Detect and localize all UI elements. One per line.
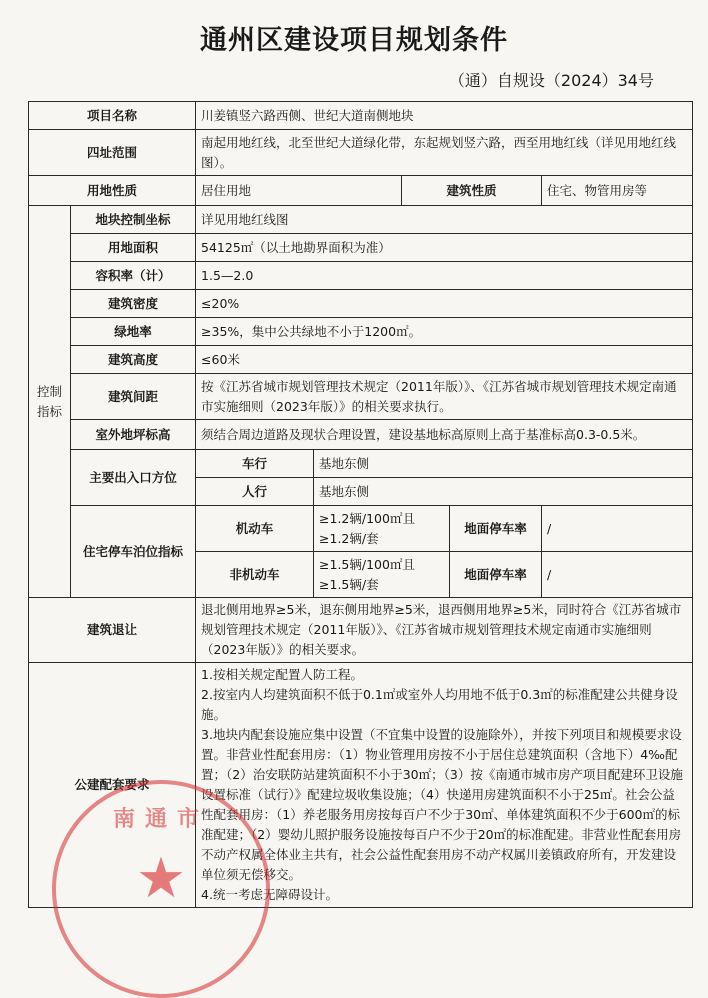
control-item-label: 建筑间距	[71, 374, 196, 420]
non-motor-vehicle-value: ≥1.5辆/100㎡且≥1.5辆/套	[314, 552, 450, 598]
row-control-coordinates	[29, 206, 693, 234]
control-item-value: 须结合周边道路及现状合理设置，建设基地标高原则上高于基准标高0.3-0.5米。	[196, 420, 693, 450]
vehicle-entrance-label: 车行	[196, 450, 314, 478]
facility-item: 3.地块内配套设施应集中设置（不宜集中设置的设施除外），并按下列项目和规模要求设置。非营业性配套用房：（1）物业管理用房按不小于居住总建筑面积（含地下）4‰配置；（2）治安联防站建筑面积不小于30㎡；（3）按《南通市城市房产项目配建环卫设施设置标准（试行）》配建垃圾收集设施；（4）快递用房建筑面积不小于25㎡。社会公益性配套用房：（1）养老服务用房按每百户不少于30㎡、单体建筑面积不少于600㎡的标准配建；（2）婴幼儿照护服务设施按每百户不少于20㎡的标准配建。非营业性配套用房不动产权属全体业主共有，社会公益性配套用房不动产权属川姜镇政府所有，开发建设单位须无偿移交。	[201, 727, 683, 882]
non-motor-vehicle-label: 非机动车	[196, 552, 314, 598]
control-item-value: 详见用地红线图	[196, 206, 693, 234]
row-boundary	[29, 130, 693, 176]
row-land-use	[29, 176, 693, 206]
pedestrian-entrance-value: 基地东侧	[314, 478, 693, 506]
parking-label: 住宅停车泊位指标	[71, 506, 196, 598]
setback-label: 建筑退让	[29, 598, 196, 663]
control-item-value: ≤20%	[196, 290, 693, 318]
row-building-height	[29, 346, 693, 374]
row-facilities	[29, 663, 693, 908]
nonmotor-ground-parking-label: 地面停车率	[450, 552, 542, 598]
row-parking-motor	[29, 506, 693, 552]
facilities-label: 公建配套要求	[29, 663, 196, 908]
row-far	[29, 262, 693, 290]
control-item-label: 建筑高度	[71, 346, 196, 374]
boundary-label: 四址范围	[29, 130, 196, 176]
setback-value: 退北侧用地界≥5米，退东侧用地界≥5米，退西侧用地界≥5米，同时符合《江苏省城市规划管理技术规定（2011年版）》、《江苏省城市规划管理技术规定南通市实施细则（2023年版）》的相关要求。	[196, 598, 693, 663]
control-item-label: 室外地坪标高	[71, 420, 196, 450]
row-project-name	[29, 102, 693, 130]
motor-vehicle-label: 机动车	[196, 506, 314, 552]
control-item-value: 54125㎡（以土地勘界面积为准）	[196, 234, 693, 262]
row-green-ratio	[29, 318, 693, 346]
control-item-value: ≤60米	[196, 346, 693, 374]
control-item-label: 绿地率	[71, 318, 196, 346]
row-land-area	[29, 234, 693, 262]
nonmotor-ground-parking-value: /	[542, 552, 693, 598]
row-setback	[29, 598, 693, 663]
control-item-label: 地块控制坐标	[71, 206, 196, 234]
control-indicators-label: 控制指标	[29, 206, 71, 598]
motor-ground-parking-value: /	[542, 506, 693, 552]
motor-vehicle-value: ≥1.2辆/100㎡且≥1.2辆/套	[314, 506, 450, 552]
land-use-label: 用地性质	[29, 176, 196, 206]
control-item-label: 容积率（计）	[71, 262, 196, 290]
control-item-label: 用地面积	[71, 234, 196, 262]
row-ground-elevation	[29, 420, 693, 450]
building-nature-label: 建筑性质	[402, 176, 542, 206]
row-building-spacing	[29, 374, 693, 420]
boundary-value: 南起用地红线，北至世纪大道绿化带，东起规划竖六路，西至用地红线（详见用地红线图）。	[196, 130, 693, 176]
project-name-value: 川姜镇竖六路西侧、世纪大道南侧地块	[196, 102, 693, 130]
pedestrian-entrance-label: 人行	[196, 478, 314, 506]
page-title: 通州区建设项目规划条件	[200, 25, 508, 56]
planning-conditions-table	[28, 101, 693, 908]
row-entrance-vehicle	[29, 450, 693, 478]
project-name-label: 项目名称	[29, 102, 196, 130]
seal-text: 南通市	[112, 807, 209, 832]
control-item-value: 按《江苏省城市规划管理技术规定（2011年版）》、《江苏省城市规划管理技术规定南通市实施细则（2023年版）》的相关要求执行。	[196, 374, 693, 420]
building-nature-value: 住宅、物管用房等	[542, 176, 693, 206]
facility-item: 1.按相关规定配置人防工程。	[201, 667, 363, 682]
seal-star-icon: ★	[135, 846, 187, 911]
entrance-label: 主要出入口方位	[71, 450, 196, 506]
control-item-value: 1.5—2.0	[196, 262, 693, 290]
land-use-value: 居住用地	[196, 176, 402, 206]
facilities-value	[196, 663, 693, 908]
row-building-density	[29, 290, 693, 318]
control-item-label: 建筑密度	[71, 290, 196, 318]
facility-item: 4.统一考虑无障碍设计。	[201, 887, 338, 902]
facility-item: 2.按室内人均建筑面积不低于0.1㎡或室外人均用地不低于0.3㎡的标准配建公共健身设施。	[201, 687, 678, 722]
document-number: （通）自规设（2024）34号	[448, 71, 654, 90]
vehicle-entrance-value: 基地东侧	[314, 450, 693, 478]
motor-ground-parking-label: 地面停车率	[450, 506, 542, 552]
control-item-value: ≥35%，集中公共绿地不小于1200㎡。	[196, 318, 693, 346]
